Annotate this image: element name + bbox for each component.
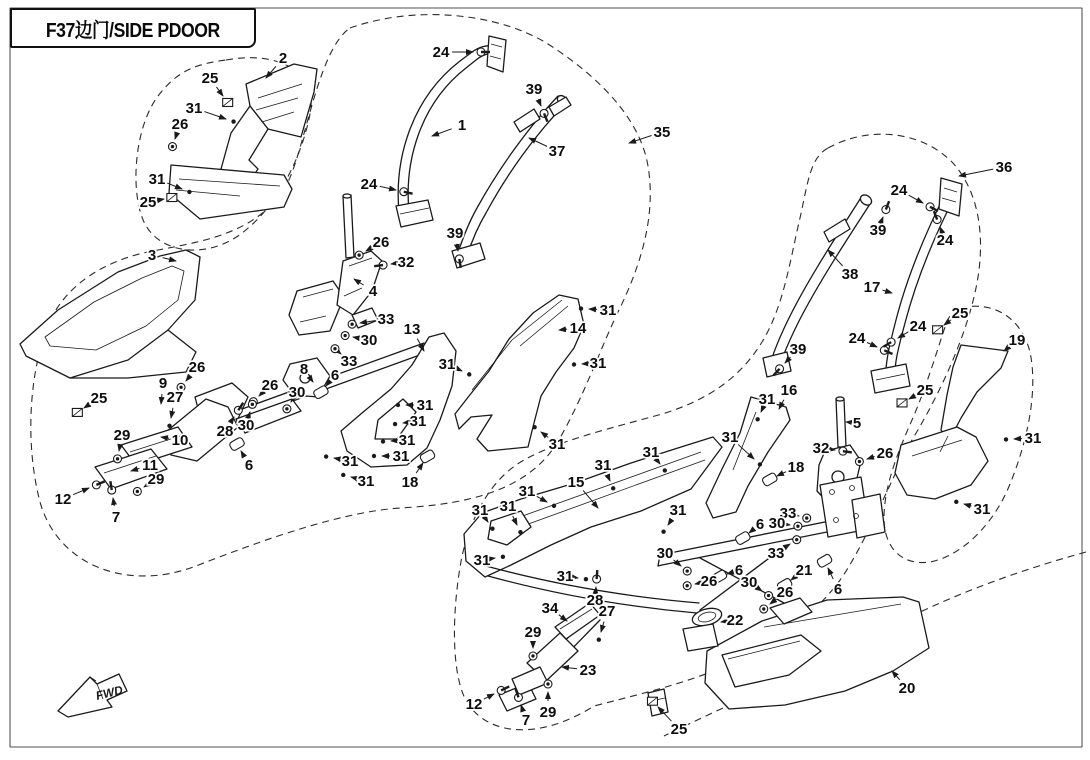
hinge-pin-rod: [343, 195, 354, 258]
screw-icon: [1004, 437, 1008, 441]
leader-line: [326, 384, 328, 386]
bushing-icon: [816, 553, 833, 568]
callout-24: 24: [432, 44, 450, 61]
callout-26: 26: [776, 584, 794, 601]
nut-hole-icon: [251, 403, 254, 406]
callout-6: 6: [755, 516, 765, 533]
lever-bracket-part5-rod-cap: [836, 397, 844, 401]
callout-11: 11: [142, 457, 158, 474]
callout-39: 39: [789, 341, 807, 358]
leader-line: [964, 504, 971, 506]
callout-39: 39: [525, 81, 543, 98]
nut-hole-icon: [767, 594, 770, 597]
callout-6: 6: [833, 581, 843, 598]
bushing-icon: [734, 531, 751, 546]
callout-31: 31: [518, 483, 536, 500]
latch-body: [683, 624, 718, 651]
tube-17-foot: [871, 364, 910, 393]
leader-line: [727, 573, 729, 574]
callout-8: 8: [299, 361, 309, 378]
callout-31: 31: [148, 171, 166, 188]
callout-3: 3: [147, 247, 157, 264]
bolt-shaft-icon: [843, 451, 852, 452]
callout-31: 31: [721, 429, 739, 446]
leader-line: [353, 337, 358, 338]
callout-33: 33: [377, 311, 395, 328]
callout-21: 21: [795, 562, 813, 579]
leader-line: [416, 463, 423, 473]
nut-hole-icon: [343, 334, 346, 337]
callout-26: 26: [372, 234, 390, 251]
callout-17: 17: [863, 279, 881, 296]
callout-9: 9: [158, 375, 168, 392]
callout-31: 31: [438, 356, 456, 373]
screw-icon: [187, 190, 191, 194]
callout-32: 32: [397, 254, 415, 271]
callout-31: 31: [548, 436, 566, 453]
callout-31: 31: [473, 552, 491, 569]
leader-line: [457, 369, 462, 371]
callout-24: 24: [360, 176, 378, 193]
callout-31: 31: [758, 391, 776, 408]
tube-17-top-bracket: [939, 178, 962, 216]
callout-31: 31: [589, 355, 607, 372]
callout-16: 16: [780, 382, 798, 399]
callout-24: 24: [909, 318, 927, 335]
callout-25: 25: [670, 721, 688, 738]
leader-line: [334, 458, 339, 459]
leader-line: [828, 568, 833, 579]
leader-line: [391, 263, 395, 264]
callout-30: 30: [237, 417, 255, 434]
callout-31: 31: [642, 444, 660, 461]
screw-icon: [661, 529, 665, 533]
tube-1-top-bracket: [487, 36, 506, 72]
leader-line: [629, 135, 652, 143]
screw-icon: [572, 362, 576, 366]
leader-line: [144, 485, 147, 487]
callout-29: 29: [147, 471, 165, 488]
callout-24: 24: [848, 330, 866, 347]
callout-30: 30: [740, 574, 758, 591]
callout-25: 25: [139, 194, 157, 211]
nut-hole-icon: [357, 253, 360, 256]
leader-line: [749, 531, 751, 533]
leader-line: [171, 408, 173, 418]
leader-line: [892, 671, 900, 680]
nut-hole-icon: [795, 538, 798, 541]
callout-18: 18: [401, 474, 419, 491]
callout-31: 31: [398, 432, 416, 449]
leader-line: [403, 422, 407, 423]
screw-icon: [663, 468, 667, 472]
door-frame-left-part3: [20, 250, 200, 378]
leader-line: [113, 498, 114, 506]
callout-20: 20: [898, 680, 916, 697]
leader-line: [241, 451, 244, 455]
title-block: [10, 8, 256, 48]
screw-icon: [518, 530, 522, 534]
nut-hole-icon: [858, 460, 861, 463]
callout-32: 32: [812, 440, 830, 457]
callout-5: 5: [852, 415, 862, 432]
callout-1: 1: [457, 117, 467, 134]
callout-31: 31: [416, 397, 434, 414]
screw-icon: [393, 422, 397, 426]
leader-line: [432, 129, 452, 136]
nut-hole-icon: [546, 682, 549, 685]
callout-37: 37: [548, 143, 566, 160]
callout-25: 25: [951, 305, 969, 322]
callout-31: 31: [471, 502, 489, 519]
screw-icon: [381, 439, 385, 443]
nut-hole-icon: [116, 457, 119, 460]
leader-line: [484, 694, 494, 699]
callout-30: 30: [288, 384, 306, 401]
callout-31: 31: [556, 568, 574, 585]
callout-7: 7: [521, 712, 531, 729]
sill-bracket-right-2: [852, 494, 885, 538]
callout-29: 29: [539, 704, 557, 721]
screw-icon: [167, 424, 171, 428]
screw-icon: [396, 403, 400, 407]
callout-31: 31: [669, 502, 687, 519]
callout-29: 29: [113, 427, 131, 444]
leader-line: [538, 99, 541, 106]
screw-icon: [501, 555, 505, 559]
callout-30: 30: [768, 515, 786, 532]
callout-39: 39: [446, 225, 464, 242]
callout-7: 7: [111, 509, 121, 526]
screw-icon: [467, 372, 471, 376]
screw-icon: [954, 500, 958, 504]
screw-icon: [490, 526, 494, 530]
leader-line: [909, 395, 915, 399]
callout-18: 18: [787, 459, 805, 476]
callout-34: 34: [541, 600, 559, 617]
callout-10: 10: [171, 432, 189, 449]
leader-line: [119, 446, 120, 451]
callout-35: 35: [653, 124, 671, 141]
door-trim-right-upper-part19: [941, 345, 1008, 441]
callout-31: 31: [185, 100, 203, 117]
door-trim-right-lower-part19: [895, 427, 988, 499]
leader-line: [785, 544, 790, 547]
bolt-shaft-icon: [110, 481, 111, 490]
callout-19: 19: [1008, 332, 1026, 349]
leader-line: [380, 186, 396, 190]
tube-37-clamp-2: [549, 97, 571, 116]
fwd-arrow: [58, 674, 127, 717]
nut-hole-icon: [531, 654, 534, 657]
callout-31: 31: [392, 448, 410, 465]
leader-line: [161, 394, 162, 404]
callout-25: 25: [201, 70, 219, 87]
bolt-shaft-icon: [459, 259, 460, 268]
callout-6: 6: [244, 457, 254, 474]
screw-icon: [611, 486, 615, 490]
callout-33: 33: [767, 545, 785, 562]
callout-33: 33: [340, 353, 358, 370]
leader-line: [186, 376, 190, 381]
lever-bracket-part5-rod: [836, 399, 846, 447]
screw-icon: [584, 577, 588, 581]
bolt-shaft-icon: [597, 570, 598, 579]
callout-28: 28: [586, 592, 604, 609]
nut-hole-icon: [350, 323, 353, 326]
leader-line: [882, 217, 883, 220]
callout-6: 6: [734, 562, 744, 579]
tube-37: [457, 96, 566, 259]
leader-line: [601, 622, 604, 632]
nut-hole-icon: [285, 407, 288, 410]
leader-line: [204, 112, 226, 119]
nut-hole-icon: [805, 516, 808, 519]
leader-line: [159, 199, 164, 200]
bracket-upper-center: [289, 281, 344, 335]
callout-12: 12: [54, 491, 72, 508]
callout-4: 4: [368, 283, 378, 300]
callout-23: 23: [579, 662, 597, 679]
callout-24: 24: [890, 182, 908, 199]
fwd-arrow-label: FWD: [94, 682, 125, 703]
nut-hole-icon: [136, 490, 139, 493]
leader-line: [909, 195, 923, 203]
leader-line: [73, 488, 89, 495]
callout-36: 36: [995, 159, 1013, 176]
tube-1-front-upright: [398, 46, 497, 212]
callout-31: 31: [409, 413, 427, 430]
screw-icon: [372, 454, 376, 458]
callout-31: 31: [973, 501, 991, 518]
screw-icon: [579, 306, 583, 310]
callout-27: 27: [166, 389, 184, 406]
callout-29: 29: [524, 624, 542, 641]
leader-line: [84, 404, 90, 408]
callout-26: 26: [876, 445, 894, 462]
nut-hole-icon: [686, 569, 689, 572]
callout-26: 26: [261, 377, 279, 394]
leader-line: [541, 432, 548, 437]
leader-line: [668, 519, 672, 525]
callout-25: 25: [916, 382, 934, 399]
callout-15: 15: [567, 474, 585, 491]
bushing-icon: [761, 472, 778, 487]
leader-line: [562, 667, 577, 669]
screw-icon: [324, 454, 328, 458]
screw-icon: [552, 504, 556, 508]
leader-line: [777, 472, 786, 476]
bolt-shaft-icon: [374, 265, 383, 266]
callout-38: 38: [841, 266, 859, 283]
callout-12: 12: [465, 696, 483, 713]
leader-line: [791, 577, 795, 580]
leader-line: [867, 343, 877, 347]
callout-30: 30: [360, 332, 378, 349]
leader-line: [521, 705, 523, 710]
page-title: F37边门/SIDE PDOOR: [46, 19, 220, 42]
leader-line: [940, 227, 941, 230]
screw-icon: [341, 473, 345, 477]
callout-39: 39: [869, 222, 887, 239]
callout-31: 31: [499, 498, 517, 515]
nut-hole-icon: [171, 145, 174, 148]
callout-6: 6: [330, 367, 340, 384]
callout-24: 24: [936, 232, 954, 249]
leader-line: [351, 477, 355, 478]
tube-17: [886, 192, 954, 379]
leader-line: [559, 615, 567, 621]
callout-14: 14: [569, 320, 587, 337]
callout-25: 25: [90, 390, 108, 407]
leader-line: [867, 456, 875, 459]
callout-28: 28: [216, 423, 234, 440]
callout-31: 31: [1024, 430, 1042, 447]
screw-icon: [532, 425, 536, 429]
leader-line: [770, 599, 776, 604]
nut-hole-icon: [685, 584, 688, 587]
leader-line: [695, 583, 698, 584]
hinge-pin-rod-cap: [343, 194, 351, 198]
callout-31: 31: [341, 453, 359, 470]
nut-hole-icon: [333, 347, 336, 350]
nut-hole-icon: [762, 607, 765, 610]
callout-31: 31: [594, 457, 612, 474]
callout-22: 22: [726, 612, 744, 629]
callout-31: 31: [357, 473, 375, 490]
leader-line: [216, 87, 223, 96]
screw-icon: [231, 119, 235, 123]
callout-27: 27: [598, 603, 616, 620]
callout-30: 30: [656, 545, 674, 562]
leader-line: [959, 169, 993, 176]
callout-33: 33: [779, 505, 797, 522]
callout-26: 26: [188, 359, 206, 376]
pillar-panel-part16: [706, 397, 790, 518]
screw-icon: [758, 462, 762, 466]
callout-2: 2: [278, 50, 288, 67]
callout-26: 26: [700, 573, 718, 590]
leader-line: [883, 290, 892, 293]
callout-31: 31: [599, 302, 617, 319]
screw-icon: [597, 637, 601, 641]
callout-13: 13: [403, 321, 421, 338]
leader-line: [175, 134, 177, 139]
callout-26: 26: [171, 116, 189, 133]
pillar-panel-part14: [455, 295, 584, 451]
nut-hole-icon: [796, 525, 799, 528]
screw-icon: [755, 417, 759, 421]
